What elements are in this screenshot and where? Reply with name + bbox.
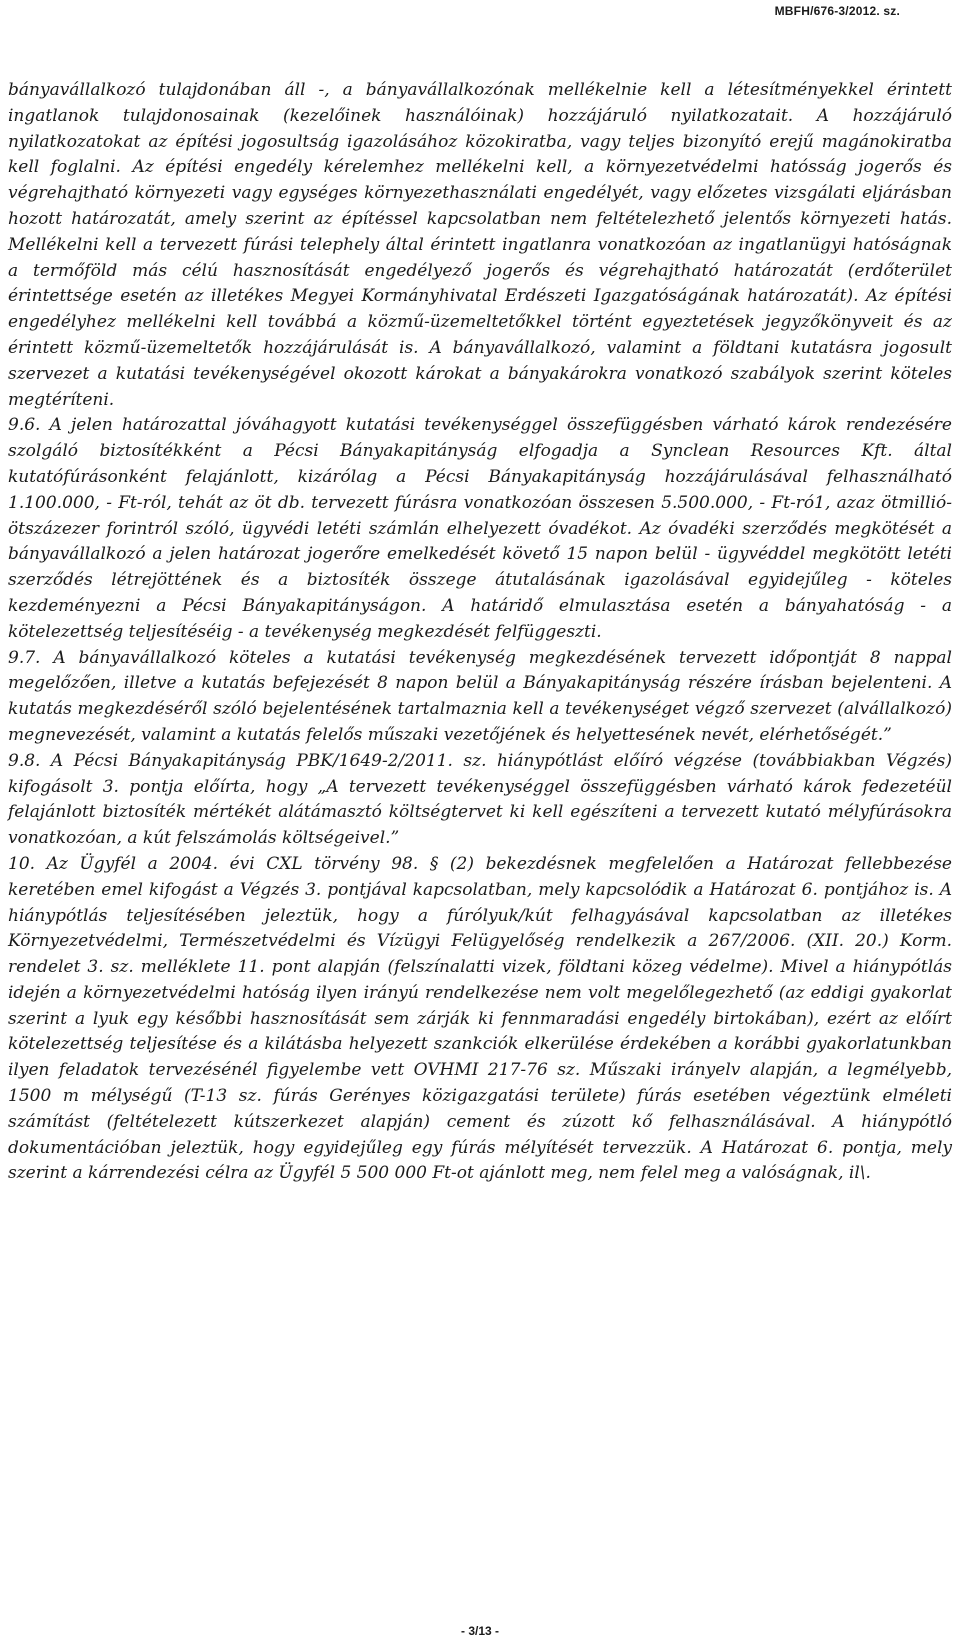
document-body <box>8 78 952 1187</box>
paragraph-10: 10. Az Ügyfél a 2004. évi CXL törvény 98. § (2) bekezdésnek megfelelően a Határozat fellebbezése keretében emel kifogást a Végzés 3. pontjával kapcsolatban, mely kapcsolódik a Határozat 6. pontjához is. A hiánypótlás teljesítésében jeleztük, hogy a fúrólyuk/kút felhagyásával kapcsolatban az illetékes Környezetvédelmi, Természetvédelmi és Vízügyi Felügyelőség rendelkezik a 267/2006. (XII. 20.) Korm. rendelet 3. sz. melléklete 11. pont alapján (felszínalatti vizek, földtani közeg védelme). Mivel a hiánypótlás idején a környezetvédelmi hatóság ilyen irányú rendelkezése nem volt megelőlegezhető (az eddigi gyakorlat szerint a lyuk egy későbbi hasznosítását sem zárják ki fennmaradási engedély birtokában), ezért az előírt kötelezettség teljesítése és a kilátásba helyezett szankciók elkerülése érdekében a korábbi gyakorlatunkban ilyen feladatok tervezésénél figyelembe vett OVHMI 217-76 sz. Műszaki irányelv alapján, a legmélyebb, 1500 m mélységű (T-13 sz. fúrás Gerényes közigazgatási területe) fúrás esetében végeztünk elméleti számítást (feltételezett kútszerkezet alapján) cement és zúzott kő felhasználásával. A hiánypótló dokumentációban jeleztük, hogy egyidejűleg egy fúrás mélyítését tervezzük. A Határozat 6. pontja, mely szerint a kárrendezési célra az Ügyfél 5 500 000 Ft-ot ajánlott meg, nem felel meg a valóságnak, il\. <box>8 853 952 1184</box>
paragraph-9-7: 9.7. A bányavállalkozó köteles a kutatási tevékenység megkezdésének tervezett időpontját 8 nappal megelőzően, illetve a kutatás befejezését 8 napon belül a Bányakapitányság részére írásban bejelenteni. A kutatás megkezdéséről szóló bejelentésének tartalmaznia kell a tevékenységet végző szervezet (alvállalkozó) megnevezését, valamint a kutatás felelős műszaki vezetőjének és helyettesének nevét, elérhetőségét.” <box>8 647 952 745</box>
paragraph-continuation: bányavállalkozó tulajdonában áll -, a bányavállalkozónak mellékelnie kell a létesítményekkel érintett ingatlanok tulajdonosainak (kezelőinek használóinak) hozzájáruló nyilatkozatait. A hozzájáruló nyilatkozatokat az építési jogosultság igazolásához közokiratba, vagy teljes bizonyító erejű magánokiratba kell foglalni. Az építési engedély kérelemhez mellékelni kell, a környezetvédelmi hatósság jogerős és végrehajtható környezeti vagy egységes környezethasználati engedélyét, vagy előzetes vizsgálati eljárásban hozott határozatát, amely szerint az építéssel kapcsolatban nem feltételezhető jelentős környezeti hatás. Mellékelni kell a tervezett fúrási telephely által érintett ingatlanra vonatkozóan az ingatlanügyi hatóságnak a termőföld más célú hasznosítását engedélyező jogerős és végrehajtható határozatát (erdőterület érintettsége esetén az illetékes Megyei Kormányhivatal Erdészeti Igazgatóságának határozatát). Az építési engedélyhez mellékelni kell továbbá a közmű-üzemeltetőkkel történt egyeztetések jegyzőkönyveit és az érintett közmű-üzemeltetők hozzájárulását is. A bányavállalkozó, valamint a földtani kutatásra jogosult szervezet a kutatási tevékenységével okozott károkat a bányakárokra vonatkozó szabályok szerint köteles megtéríteni. <box>8 80 952 410</box>
paragraph-9-8: 9.8. A Pécsi Bányakapitányság PBK/1649-2/2011. sz. hiánypótlást előíró végzése (továbbiakban Végzés) kifogásolt 3. pontja előírta, hogy „A tervezett tevékenységgel összefüggésben várható károk fedezetéül felajánlott biztosíték mértékét alátámasztó költségtervet ki kell egészíteni a tervezett kutató mélyfúrásokra vonatkozóan, a kút felszámolás költségeivel.” <box>8 750 952 849</box>
document-reference-number: MBFH/676-3/2012. sz. <box>774 4 900 18</box>
paragraph-9-6: 9.6. A jelen határozattal jóváhagyott kutatási tevékenységgel összefüggésben várható károk rendezésére szolgáló biztosítékként a Pécsi Bányakapitányság elfogadja a Synclean Resources Kft. által kutatófúrásonként felajánlott, kizárólag a Pécsi Bányakapitányság hozzájárulásával felhasználható 1.100.000, - Ft-ról, tehát az öt db. tervezett fúrásra vonatkozóan összesen 5.500.000, - Ft-ró1, azaz ötmillió-ötszázezer forintról szóló, ügyvédi letéti számlán elhelyezett óvadékot. Az óvadéki szerződés megkötését a bányavállalkozó a jelen határozat jogerőre emelkedését követő 15 napon belül - ügyvéddel megkötött letéti szerződés létrejöttének és a biztosíték összege átutalásának igazolásával egyidejűleg - köteles kezdeményezni a Pécsi Bányakapitányságon. A határidő elmulasztása esetén a bányahatóság - a kötelezettség teljesítéséig - a tevékenység megkezdését felfüggeszti. <box>8 415 952 642</box>
page-number: - 3/13 - <box>460 1624 499 1638</box>
